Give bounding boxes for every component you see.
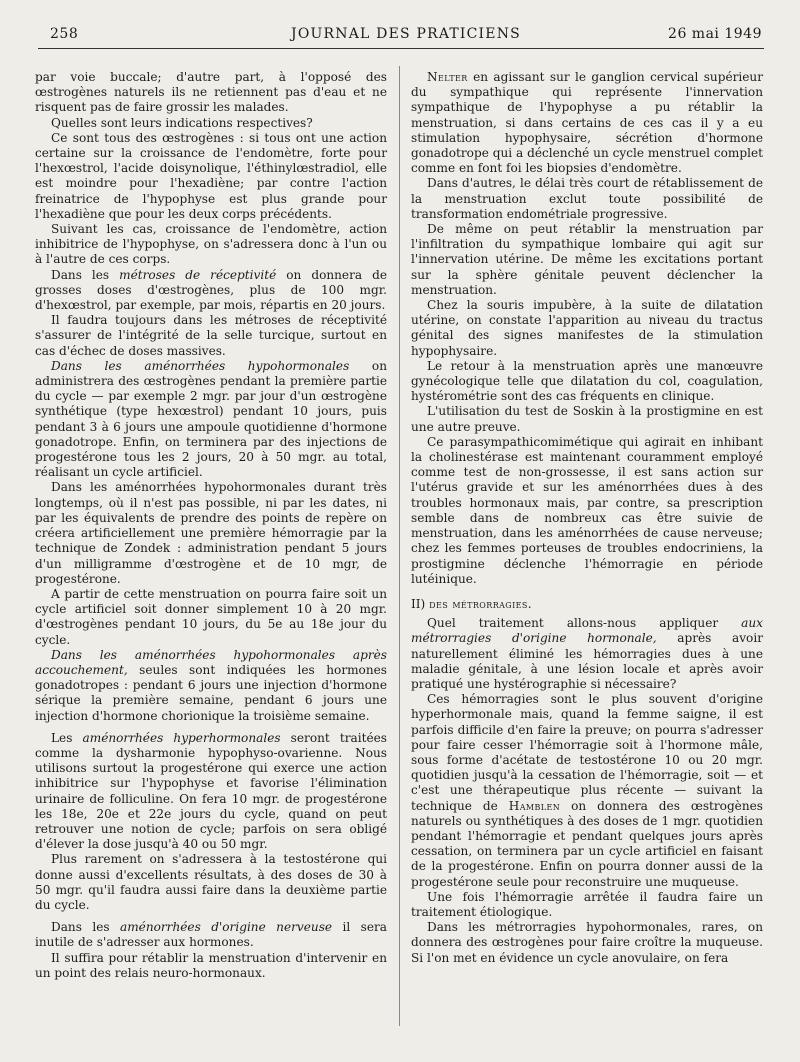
text: on administrera des œstrogènes pendant la première partie du cycle — par exemple 2 mgr. par jour d'un œstrogène synthétique (type hexœstrol) pendant 10 jours, puis pendant 3 à 6 jours une ampoule quotidienne d'hormone gonadotrope. Enfin, on terminera par des injections de progestérone tous les 2 jours, 20 à 50 mgr. au total, réalisant un cycle artificiel. [35,358,388,480]
text: on donnera de grosses doses d'œstrogènes, plus de 100 mgr. d'hexœstrol, par exemple, par mois, répartis en 20 jours. [35,267,387,313]
paragraph: Il faudra toujours dans les métroses de réceptivité s'assurer de l'intégrité de la selle turcique, surtout en cas d'échec de doses massives. [35,313,387,358]
paragraph [35,268,387,314]
paragraph: Chez la souris impubère, à la suite de dilatation utérine, on constate l'apparition au niveau du tractus génital des signes manifestes de la stimulation hypophysaire. [411,298,763,358]
page-number: 258 [50,26,79,42]
paragraph [411,616,763,692]
issue-date: 26 mai 1949 [668,26,762,42]
text: Dans les [51,920,120,935]
right-column [411,70,763,966]
emphasis: aménorrhées d'origine nerveuse [120,920,333,935]
emphasis: aux métrorragies d'origine hormonale, [411,616,763,646]
emphasis: Dans les aménorrhées hypohormonales [51,358,350,373]
paragraph: Une fois l'hémorragie arrêtée il faudra faire un traitement étiologique. [411,889,763,919]
emphasis: métroses de réceptivité [119,267,277,282]
paragraph: Quelles sont leurs indications respectives? [51,115,313,130]
paragraph: Il suffira pour rétablir la menstruation d'intervenir en un point des relais neuro-hormonaux. [35,950,387,980]
paragraph: Suivant les cas, croissance de l'endomètre, action inhibitrice de l'hypophyse, on s'adressera donc à l'un ou à l'autre de ces corps. [35,222,387,267]
paragraph: par voie buccale; d'autre part, à l'opposé des œstrogènes naturels ils ne retiennent pas d'eau et ne risquent pas de faire grossir les malades. [35,70,387,115]
paragraph: A partir de cette menstruation on pourra faire soit un cycle artificiel soit donner simplement 10 à 20 mgr. d'œstrogènes pendant 10 jours, du 5e au 18e jour du cycle. [35,586,387,647]
emphasis: aménorrhées hyperhormonales [82,730,281,745]
author-name: Nelter [427,70,468,84]
text: Dans les [51,267,120,282]
paragraph [35,920,387,950]
journal-title: JOURNAL DES PRATICIENS [291,26,521,42]
text: seront traitées comme la dysharmonie hypophyso-ovarienne. Nous utilisons surtout la progestérone qui exerce une action inhibitrice sur l'hypophyse et favorise l'élimination urinaire de folliculine. On fera 10 mgr. de progestérone les 18e, 20e et 22e jours du cycle, quand on peut retrouver une notion de cycle; parfois on sera obligé d'élever la dose jusqu'à 40 ou 50 mgr. [35,730,387,852]
paragraph: De même on peut rétablir la menstruation par l'infiltration du sympathique lombaire qui agit sur l'innervation utérine. De même les excitations portant sur la sphère génitale peuvent déclencher la menstruation. [411,222,763,297]
paragraph: Ce parasympathicomimétique qui agirait en inhibant la cholinestérase est maintenant couramment employé comme test de non-grossesse, il est sans action sur l'utérus gravide et sur les aménorrhées dues à des troubles hormonaux mais, par contre, sa prescription semble dans de nombreux cas être suivie de menstruation, dans les aménorrhées de cause nerveuse; chez les femmes porteuses de troubles endocriniens, la prostigmine déclenche l'hémorragie en période lutéinique. [411,434,763,586]
emphasis: Dans les aménorrhées hypohormonales après accouchement, [35,647,387,677]
author-name: Hamblen [508,798,561,813]
paragraph: Plus rarement on s'adressera à la testostérone qui donne aussi d'excellents résultats, à des doses de 30 à 50 mgr. qu'il faudra aussi faire dans la deuxième partie du cycle. [35,852,387,912]
paragraph [35,731,387,853]
paragraph [35,648,387,724]
paragraph: Ce sont tous des œstrogènes : si tous ont une action certaine sur la croissance de l'endomètre, forte pour l'hexœstrol, l'acide doisynolique, l'éthinylœstradiol, elle est moindre pour l'hexadiène; par contre l'action freinatrice de l'hypophyse est plus grande pour l'hexadiène que pour les deux corps précédents. [35,130,387,221]
section-number: II) [411,596,426,611]
paragraph [411,70,763,176]
paragraph: L'utilisation du test de Soskin à la prostigmine en est une autre preuve. [411,404,763,434]
page-header [50,26,762,48]
column-divider [399,66,400,1026]
text: en agissant sur le ganglion cervical supérieur du sympathique qui représente l'innervation sympathique de l'hypophyse a pu rétablir la menstruation, si dans certains de ces cas il y a eu stimulation hypophysaire, sécrétion d'hormone gonadotrope qui a déclenché un cycle menstruel complet comme en font foi les biopsies d'endomètre. [411,70,763,176]
paragraph: Dans les métrorragies hypohormonales, rares, on donnera des œstrogènes pour faire croître la muqueuse. Si l'on met en évidence un cycle anovulaire, on fera [411,920,763,965]
left-column [35,70,387,981]
paragraph: Dans d'autres, le délai très court de rétablissement de la menstruation exclut toute possibilité de transformation endométriale progressive. [411,176,763,221]
paragraph: Le retour à la menstruation après une manœuvre gynécologique telle que dilatation du col, coagulation, hystérométrie sont des cas fréquents en clinique. [411,358,763,404]
paragraph [35,359,387,481]
text: on donnera des œstrogènes naturels ou synthétiques à des doses de 1 mgr. quotidien pendant l'hémorragie et pendant quelques jours après cessation, on terminera par un cycle artificiel en faisant de la progestérone. Enfin on pourra donner aussi de la progestérone seule pour reconstruire une muqueuse. [411,798,763,889]
section-title: des métrorragies. [429,596,533,611]
text: il sera inutile de s'adresser aux hormones. [35,920,388,950]
text: Ces hémorragies sont le plus souvent d'origine hyperhormonale mais, quand la femme saigne, il est parfois difficile d'en faire la preuve; on pourra s'adresser pour faire cesser l'hémorragie soit à l'hormone mâle, sous forme d'acétate de testostérone 10 ou 20 mgr. quotidien jusqu'à la cessation de l'hémorragie, soit — et c'est une thérapeutique plus récente — suivant la technique de [411,692,763,813]
text: seules sont indiquées les hormones gonadotropes : pendant 6 jours une injection d'hormone sérique la première semaine, pendant 6 jours une injection d'hormone chorionique la troisième semaine. [35,662,387,723]
text: Les [51,730,83,745]
text: après avoir naturellement éliminé les hémorragies dues à une maladie génitale, à une lésion locale et après avoir pratiqué une hystérographie si nécessaire? [411,631,763,691]
section-heading [411,597,763,612]
paragraph: Dans les aménorrhées hypohormonales durant très longtemps, où il n'est pas possible, ni par les dates, ni par les équivalents de prendre des points de repère on créera artificiellement une première hémorragie par la technique de Zondek : administration pendant 5 jours d'un milligramme d'œstrogène et de 10 mgr, de progestérone. [35,480,387,586]
header-rule [38,48,764,49]
paragraph [411,692,763,890]
text: Quel traitement allons-nous appliquer [427,616,742,631]
